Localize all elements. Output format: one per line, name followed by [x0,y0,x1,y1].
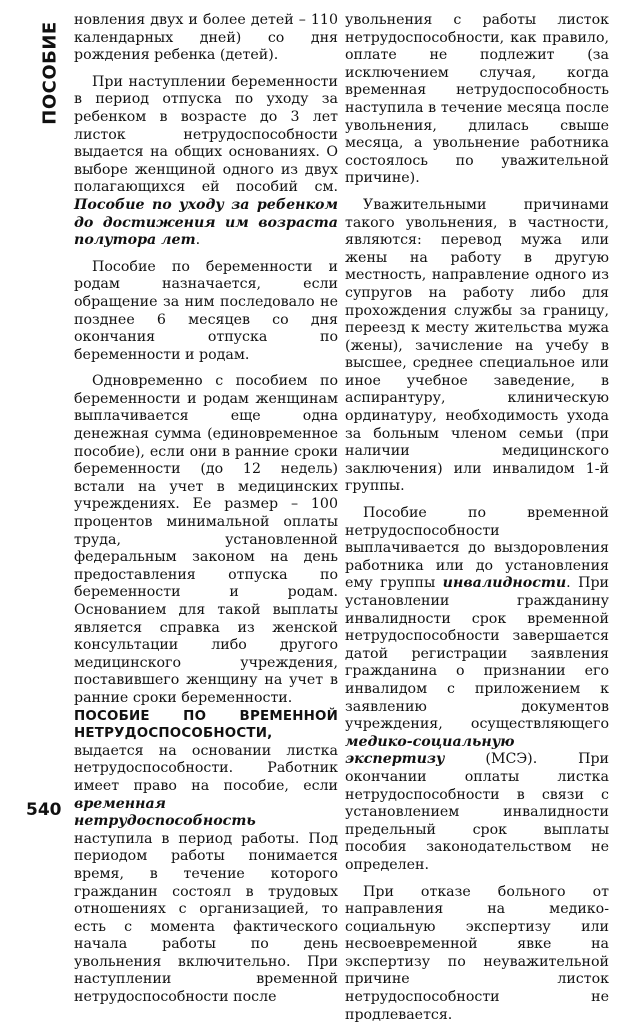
section-side-label [38,18,62,128]
paragraph-continuation: увольнения с работы листок нетрудоспособности, как правило, оплате не подлежит (за исключением случая, когда временная нетрудоспособность наступила в течение месяца после увольнения, длилась свыше месяца, а увольнение работника состоялось по уважительной причине). [345,12,609,187]
term-temporary-disability: временная нетрудоспособность [74,795,256,830]
paragraph-continuation: новления двух и более детей – 110 календарных дней) со дня рождения ребенка (детей). [74,12,338,64]
cross-reference-childcare-allowance: Пособие по уходу за ребенком до достижения им возраста полутора лет [74,196,338,249]
paragraph-refusal: При отказе больного от направления на медико-социальную экспертизу или несвоевременной явке на экспертизу по неуважительной причине листок нетрудоспособности не продлевается. [345,883,609,1023]
paragraph-payment-duration [345,505,609,874]
paragraph-temporary-disability [74,708,338,1007]
paragraph-text: (МСЭ). При окончании оплаты листка нетрудоспособности в связи с установлением инвалидности предельный срок выплаты пособия законодательством не определен. [345,751,609,873]
paragraph-text: . При установлении гражданину инвалидности срок временной нетрудоспособности завершается датой регистрации заявления гражданина о признании его инвалидом с приложением к заявлению документов учреждения, осуществляющего [345,575,609,733]
right-column [345,12,609,1033]
paragraph-text: выдается на основании листка нетрудоспособности. Работник имеет право на пособие, если [74,742,338,794]
paragraph-allowance-deadline: Пособие по беременности и родам назначается, если обращение за ним последовало не позднее 6 месяцев со дня окончания отпуска по беременности и родам. [74,258,338,363]
paragraph-text: При наступлении беременности в период отпуска по уходу за ребенком в возрасте до 3 лет листок нетрудоспособности выдается на общих основаниях. О выборе женщиной одного из двух полагающихся ей пособий см. [74,73,338,196]
page-number: 540 [26,800,62,820]
side-label-text: ПОСОБИЕ [39,21,61,125]
term-medical-expertise: медико-социальную экспертизу [345,733,515,768]
section-heading: ПОСОБИЕ ПО ВРЕМЕННОЙ НЕТРУДОСПОСОБНОСТИ, [74,708,338,742]
term-disability: инвалидности [442,575,567,592]
punctuation: . [195,232,201,249]
paragraph-pregnancy-during-leave [74,74,338,250]
paragraph-text: наступила в период работы. Под периодом работы понимается время, в течение которого гражданин состоял в трудовых отношениях с организацией, то есть с момента фактического начала работы по день увольнения включительно. При наступлении временной нетрудоспособности после [74,830,338,1006]
paragraph-valid-reasons: Уважительными причинами такого увольнения, в частности, являются: перевод мужа или жены на работу в другую местность, направление одного из супругов на работу либо для прохождения службы за границу, переезд к месту жительства мужа (жены), зачисление на учебу в высшее, среднее специальное или иное учебное заведение, в аспирантуру, клиническую ординатуру, необходимость ухода за больным членом семьи (при наличии медицинского заключения) или инвалидом 1-й группы. [345,196,609,495]
left-column [74,12,338,1016]
paragraph-text: Пособие по временной нетрудоспособности выплачивается до выздоровления работника или до установления ему группы [345,505,609,592]
paragraph-lump-sum-allowance: Одновременно с пособием по беременности и родам женщинам выплачивается еще одна денежная сумма (единовременное пособие), если они в ранние сроки беременности (до 12 недель) встали на учет в медицинских учреждениях. Ее размер – 100 процентов минимальной оплаты труда, установленной федеральным законом на день предоставления отпуска по беременности и родам. Основанием для такой выплаты является справка из женской консультации либо другого медицинского учреждения, поставившего женщину на учет в ранние сроки беременности. [74,373,338,706]
